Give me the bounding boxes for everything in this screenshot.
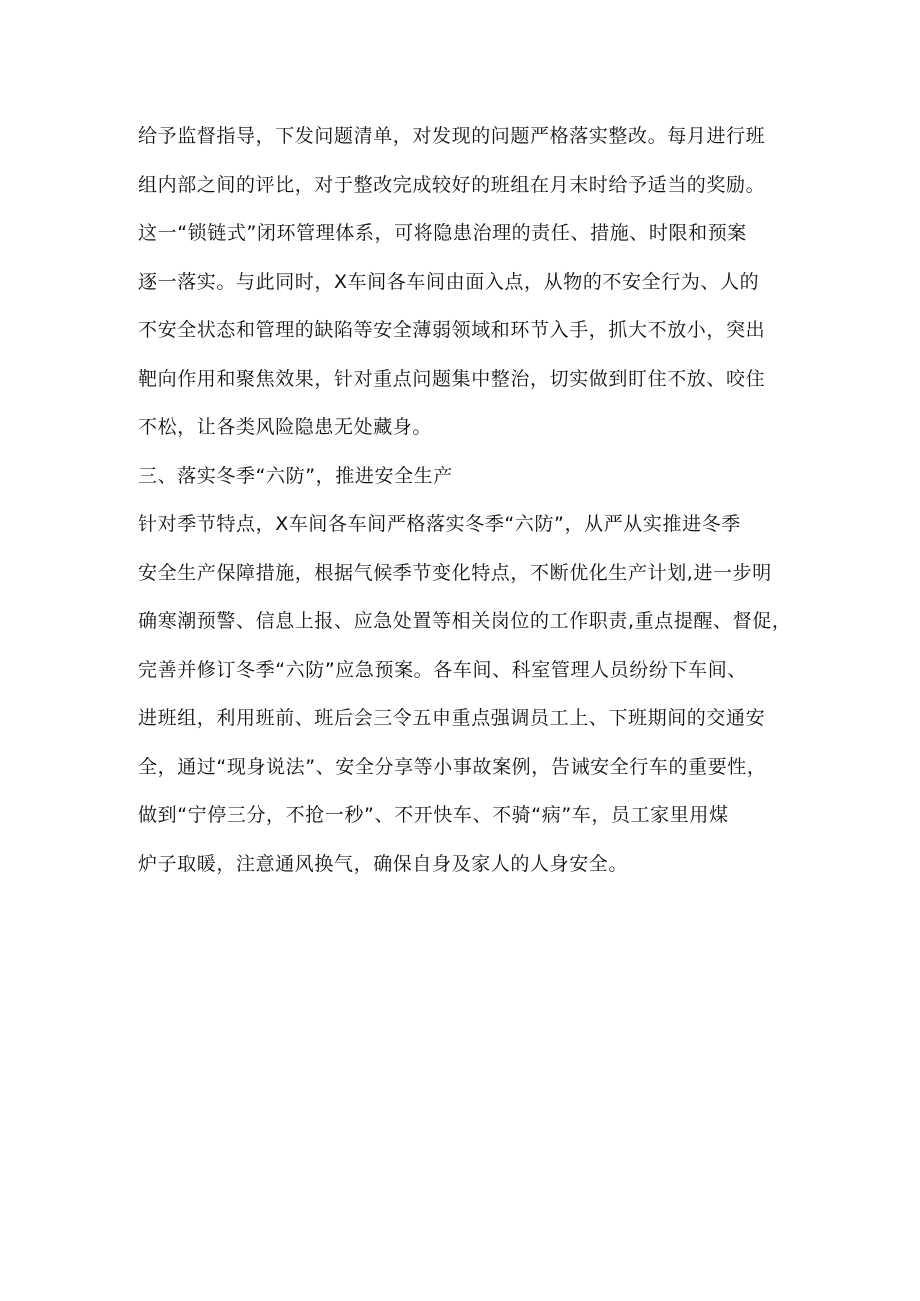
text-line: 完善并修订冬季“六防”应急预案。各车间、科室管理人员纷纷下车间、 — [138, 658, 747, 681]
document-body — [138, 112, 798, 888]
text-line: 逐一落实。与此同时，X车间各车间由面入点，从物的不安全行为、人的 — [138, 270, 760, 293]
paragraph-1 — [138, 112, 798, 452]
text-line: 全，通过“现身说法”、安全分享等小事故案例，告诫安全行车的重要性， — [138, 755, 767, 778]
text-line: 进班组，利用班前、班后会三令五申重点强调员工上、下班期间的交通安 — [138, 707, 766, 729]
text-line: 不松，让各类风险隐患无处藏身。 — [138, 416, 433, 438]
text-line: 针对季节特点，X车间各车间严格落实冬季“六防”，从严从实推进冬季 — [138, 513, 741, 535]
text-line: 炉子取暖，注意通风换气，确保自身及家人的人身安全。 — [138, 852, 629, 875]
section-heading: 三、落实冬季“六防”，推进安全生产 — [138, 464, 453, 487]
text-line: 这一“锁链式”闭环管理体系，可将隐患治理的责任、措施、时限和预案 — [138, 222, 747, 244]
text-line: 做到“宁停三分，不抢一秒”、不开快车、不骑“病”车，员工家里用煤 — [138, 804, 729, 826]
text-line: 安全生产保障措施，根据气候季节变化特点，不断优化生产计划,进一步明 — [138, 561, 772, 584]
text-line: 给予监督指导，下发问题清单，对发现的问题严格落实整改。每月进行班 — [138, 125, 766, 147]
paragraph-2 — [138, 500, 798, 888]
text-line: 不安全状态和管理的缺陷等安全薄弱领域和环节入手，抓大不放小，突出 — [138, 319, 766, 341]
text-line: 确寒潮预警、信息上报、应急处置等相关岗位的工作职责,重点提醒、督促， — [138, 610, 792, 632]
text-line: 组内部之间的评比，对于整改完成较好的班组在月末时给予适当的奖励。 — [138, 173, 766, 196]
text-line: 靶向作用和聚焦效果，针对重点问题集中整治，切实做到盯住不放、咬住 — [138, 367, 766, 390]
